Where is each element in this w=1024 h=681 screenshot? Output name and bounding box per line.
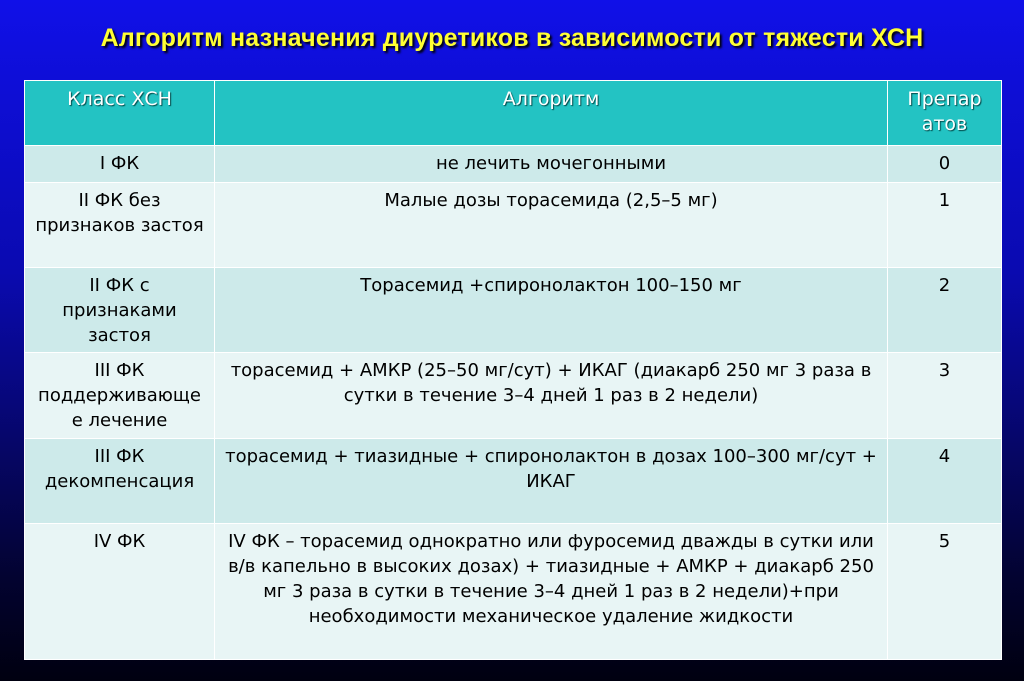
class-cell: III ФК декомпенсация [25,439,215,524]
count-cell: 1 [888,183,1002,268]
table-row [25,268,1002,353]
header-count: Препар атов [888,81,1002,146]
class-cell: III ФК поддерживающе е лечение [25,353,215,439]
algorithm-cell: Малые дозы торасемида (2,5–5 мг) [215,183,888,268]
algorithm-cell: Торасемид +спиронолактон 100–150 мг [215,268,888,353]
table-row [25,183,1002,268]
algorithm-cell: не лечить мочегонными [215,146,888,183]
count-cell: 5 [888,524,1002,660]
table-row [25,439,1002,524]
class-cell: I ФК [25,146,215,183]
table-header-row [25,81,1002,146]
table-row [25,524,1002,660]
algorithm-cell: торасемид + АМКР (25–50 мг/сут) + ИКАГ (диакарб 250 мг 3 раза в сутки в течение 3–4 дней 1 раз в 2 недели) [215,353,888,439]
header-algorithm: Алгоритм [215,81,888,146]
header-class: Класс ХСН [25,81,215,146]
count-cell: 2 [888,268,1002,353]
count-cell: 0 [888,146,1002,183]
diuretics-table [24,80,1002,660]
slide-title: Алгоритм назначения диуретиков в зависимости от тяжести ХСН [100,24,924,52]
table-row [25,353,1002,439]
algorithm-cell: торасемид + тиазидные + спиронолактон в дозах 100–300 мг/сут + ИКАГ [215,439,888,524]
algorithm-cell: IV ФК – торасемид однократно или фуросемид дважды в сутки или в/в капельно в высоких дозах) + тиазидные + АМКР + диакарб 250 мг 3 раза в сутки в течение 3–4 дней 1 раз в 2 недели)+при необходимости механическое удаление жидкости [215,524,888,660]
class-cell: IV ФК [25,524,215,660]
count-cell: 4 [888,439,1002,524]
class-cell: II ФК без признаков застоя [25,183,215,268]
class-cell: II ФК с признаками застоя [25,268,215,353]
count-cell: 3 [888,353,1002,439]
table-row [25,146,1002,183]
